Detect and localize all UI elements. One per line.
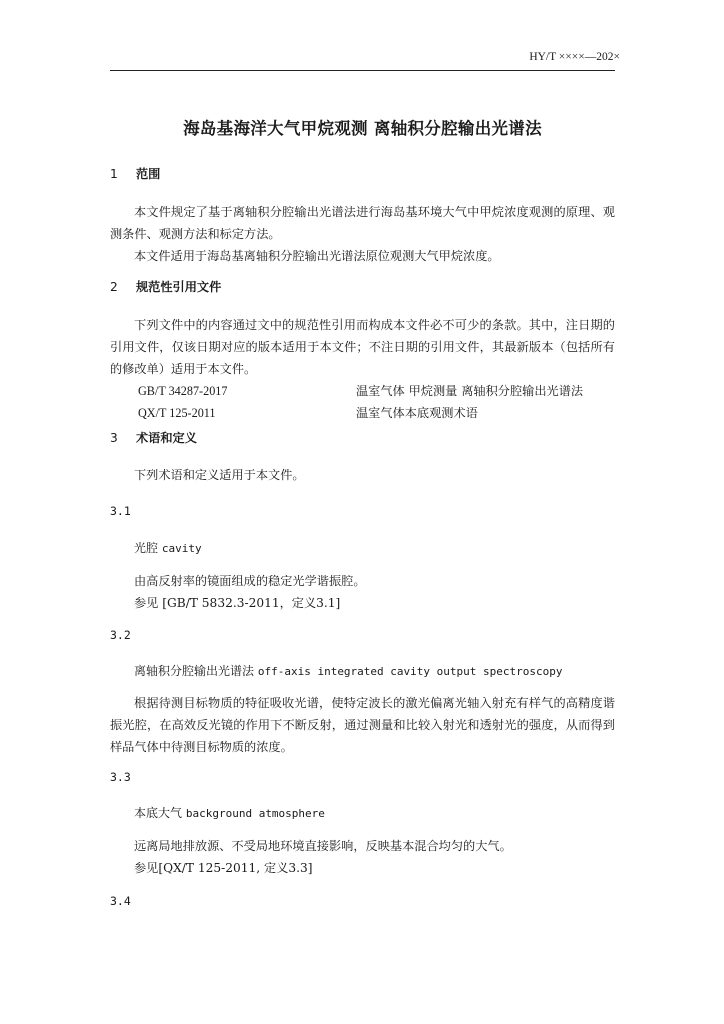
term-definition: 根据待测目标物质的特征吸收光谱，使特定波长的激光偏离光轴入射充有样气的高精度谐振光腔，在高效反光镜的作用下不断反射，通过测量和比较入射光和透射光的强度，从而得到样品气体中待测目标物质的浓度。 bbox=[110, 696, 615, 754]
term-definition-block bbox=[110, 570, 615, 614]
section-number: 2 bbox=[110, 280, 118, 294]
section-number: 3 bbox=[110, 431, 118, 445]
section-2-body bbox=[110, 314, 615, 424]
reference-code: GB/T 34287-2017 bbox=[138, 384, 228, 398]
paragraph: 下列文件中的内容通过文中的规范性引用而构成本文件必不可少的条款。其中，注日期的引用文件，仅该日期对应的版本适用于本文件；不注日期的引用文件，其最新版本（包括所有的修改单）适用于本文件。 bbox=[110, 318, 615, 376]
document-title: 海岛基海洋大气甲烷观测 离轴积分腔输出光谱法 bbox=[183, 119, 542, 138]
term-definition: 由高反射率的镜面组成的稳定光学谐振腔。 bbox=[134, 574, 366, 588]
paragraph: 本文件规定了基于离轴积分腔输出光谱法进行海岛基环境大气中甲烷浓度观测的原理、观测条件、观测方法和标定方法。 bbox=[110, 205, 615, 241]
term-definition: 远离局地排放源、不受局地环境直接影响，反映基本混合均匀的大气。 bbox=[134, 839, 512, 853]
header-rule bbox=[110, 70, 615, 71]
reference-name: 温室气体 甲烷测量 离轴积分腔输出光谱法 bbox=[356, 384, 584, 398]
reference-code: QX/T 125-2011 bbox=[138, 406, 216, 420]
term-number: 3.3 bbox=[110, 770, 131, 784]
term-see-also: 参见[QX/T 125-2011, 定义3.3] bbox=[134, 861, 313, 875]
term-number: 3.2 bbox=[110, 628, 131, 642]
reference-row bbox=[110, 380, 615, 402]
section-title: 规范性引用文件 bbox=[136, 280, 222, 294]
reference-row bbox=[110, 402, 615, 424]
section-1-body bbox=[110, 201, 615, 267]
term-english: cavity bbox=[161, 542, 202, 555]
term-number: 3.1 bbox=[110, 504, 131, 518]
term-definition-block bbox=[110, 692, 615, 758]
term-english: background atmosphere bbox=[185, 807, 325, 820]
section-2-heading bbox=[110, 276, 615, 298]
term-chinese: 离轴积分腔输出光谱法 bbox=[134, 664, 255, 678]
paragraph: 本文件适用于海岛基离轴积分腔输出光谱法原位观测大气甲烷浓度。 bbox=[134, 249, 500, 263]
section-title: 术语和定义 bbox=[136, 431, 197, 445]
section-title: 范围 bbox=[136, 167, 161, 181]
reference-name: 温室气体本底观测术语 bbox=[356, 406, 478, 420]
paragraph: 下列术语和定义适用于本文件。 bbox=[134, 468, 305, 482]
term-number: 3.4 bbox=[110, 894, 131, 908]
term-chinese: 光腔 bbox=[134, 541, 159, 555]
term-english: off-axis integrated cavity output spectroscopy bbox=[257, 665, 563, 678]
section-3-heading bbox=[110, 427, 615, 449]
section-number: 1 bbox=[110, 167, 118, 181]
term-chinese: 本底大气 bbox=[134, 806, 183, 820]
term-definition-block bbox=[110, 835, 615, 879]
term-see-also: 参见 [GB/T 5832.3-2011，定义3.1] bbox=[134, 596, 341, 610]
section-3-intro bbox=[110, 464, 615, 486]
term-heading bbox=[110, 537, 639, 560]
term-heading bbox=[110, 660, 639, 683]
section-1-heading bbox=[110, 163, 615, 185]
term-heading bbox=[110, 802, 639, 825]
standard-code: HY/T ××××—202× bbox=[529, 51, 620, 63]
